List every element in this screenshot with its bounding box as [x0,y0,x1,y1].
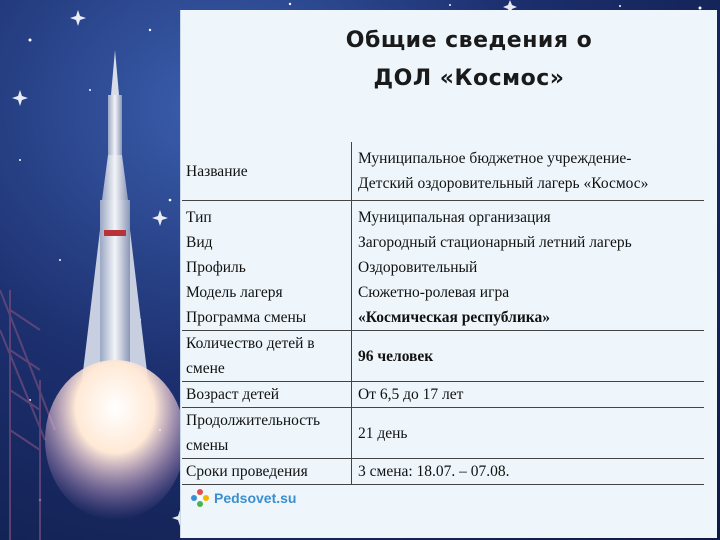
table-row [182,459,704,485]
row-key: Возраст детей [182,382,352,408]
row-value-line2: Детский оздоровительный лагерь «Космос» [358,175,649,192]
table-row [182,230,704,255]
table-row [182,408,704,459]
row-key: Название [182,142,352,201]
row-key: Сроки проведения [182,459,352,485]
rocket-illustration [0,0,200,540]
row-key-line1: Продолжительность [186,412,321,429]
flower-logo-icon [190,488,210,508]
row-value: 96 человек [358,347,434,365]
slide-title-line1: Общие сведения о [345,28,593,53]
row-key: Программа смены [182,305,352,331]
row-value: 21 день [352,408,705,459]
row-value: Сюжетно-ролевая игра [358,284,510,301]
row-value [352,142,705,201]
table-row [182,142,704,201]
row-value: Оздоровительный [358,259,478,276]
table-row [182,305,704,331]
row-value: От 6,5 до 17 лет [352,382,705,408]
row-key: Вид [182,230,352,255]
row-value: Загородный стационарный летний лагерь [358,234,632,251]
info-table [182,142,704,485]
row-value: 3 смена: 18.07. – 07.08. [352,459,705,485]
row-key [182,408,352,459]
table-row [182,201,704,231]
logo-text: Pedsovet.su [214,490,297,506]
row-value: Муниципальная организация [358,209,551,226]
row-key: Модель лагеря [182,280,352,305]
table-row [182,331,704,382]
row-key-line2: смене [186,360,225,377]
row-value: «Космическая республика» [352,305,705,331]
row-key-line2: смены [186,437,229,454]
pedsovet-logo [190,488,296,508]
row-key-line1: Количество детей в [186,335,315,352]
table-row [182,382,704,408]
table-row [182,280,704,305]
row-key [182,331,352,382]
row-key: Профиль [182,255,352,280]
table-row [182,255,704,280]
row-value-line1: Муниципальное бюджетное учреждение- [358,150,632,167]
row-key: Тип [182,201,352,231]
slide-title-line2: ДОЛ «Космос» [373,66,565,91]
